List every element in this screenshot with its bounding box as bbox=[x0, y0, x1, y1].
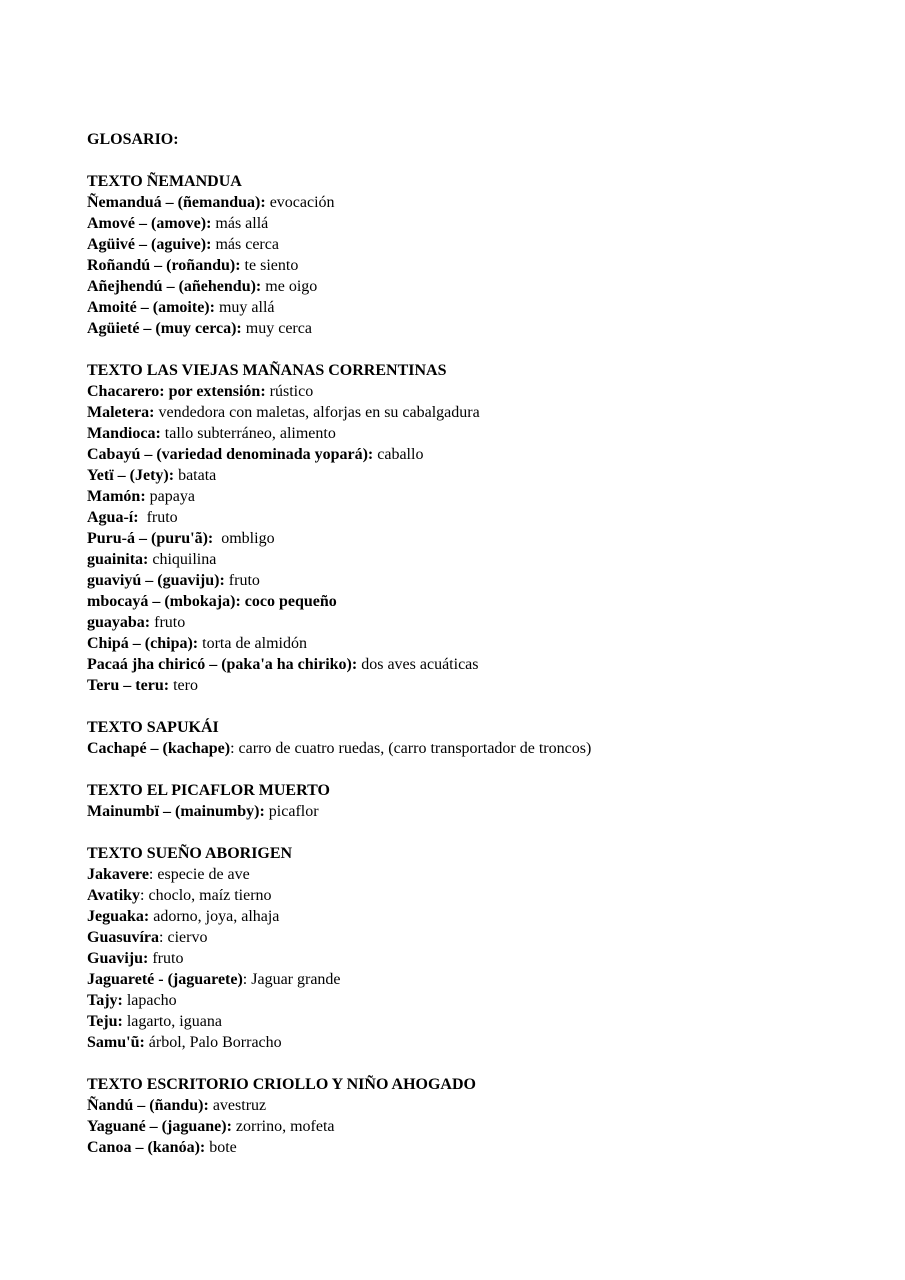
section-nemandua bbox=[87, 171, 877, 339]
glossary-entry: guainita: chiquilina bbox=[87, 551, 217, 568]
section-viejas-mananas-correntinas bbox=[87, 360, 877, 696]
glossary-entry: Chipá – (chipa): torta de almidón bbox=[87, 635, 307, 652]
section-heading: TEXTO EL PICAFLOR MUERTO bbox=[87, 782, 330, 799]
glossary-entry: Teju: lagarto, iguana bbox=[87, 1013, 222, 1030]
section-heading: TEXTO LAS VIEJAS MAÑANAS CORRENTINAS bbox=[87, 362, 447, 379]
glossary-entry: Añejhendú – (añehendu): me oigo bbox=[87, 278, 318, 295]
glossary-entry: Jeguaka: adorno, joya, alhaja bbox=[87, 908, 280, 925]
section-sueno-aborigen bbox=[87, 843, 877, 1053]
glossary-entry: Tajy: lapacho bbox=[87, 992, 177, 1009]
glossary-entry: Ñemanduá – (ñemandua): evocación bbox=[87, 194, 335, 211]
glossary-entry: Teru – teru: tero bbox=[87, 677, 198, 694]
glossary-entry: Jaguareté - (jaguarete): Jaguar grande bbox=[87, 971, 341, 988]
section-heading: TEXTO ÑEMANDUA bbox=[87, 173, 242, 190]
glossary-entry: Puru-á – (puru'ã): ombligo bbox=[87, 530, 275, 547]
glossary-entry: Maletera: vendedora con maletas, alforjas en su cabalgadura bbox=[87, 404, 480, 421]
glossary-entry: Pacaá jha chiricó – (paka'a ha chiriko): dos aves acuáticas bbox=[87, 656, 479, 673]
section-heading: TEXTO SAPUKÁI bbox=[87, 719, 219, 736]
glossary-page bbox=[87, 129, 877, 1158]
glossary-title: GLOSARIO: bbox=[87, 131, 179, 148]
section-picaflor-muerto bbox=[87, 780, 877, 822]
glossary-entry: Ñandú – (ñandu): avestruz bbox=[87, 1097, 267, 1114]
glossary-entry: Guasuvíra: ciervo bbox=[87, 929, 208, 946]
glossary-entry: guaviyú – (guaviju): fruto bbox=[87, 572, 260, 589]
glossary-entry: Mamón: papaya bbox=[87, 488, 195, 505]
section-heading: TEXTO SUEÑO ABORIGEN bbox=[87, 845, 293, 862]
glossary-entry: Canoa – (kanóa): bote bbox=[87, 1139, 237, 1156]
glossary-entry: Mandioca: tallo subterráneo, alimento bbox=[87, 425, 336, 442]
glossary-entry: Roñandú – (roñandu): te siento bbox=[87, 257, 299, 274]
glossary-entry: Cachapé – (kachape): carro de cuatro ruedas, (carro transportador de troncos) bbox=[87, 740, 592, 757]
glossary-entry: Jakavere: especie de ave bbox=[87, 866, 250, 883]
glossary-entry: Guaviju: fruto bbox=[87, 950, 184, 967]
glossary-entry: Mainumbï – (mainumby): picaflor bbox=[87, 803, 319, 820]
glossary-entry: Samu'ũ: árbol, Palo Borracho bbox=[87, 1034, 282, 1051]
glossary-entry: Agua-í: fruto bbox=[87, 509, 178, 526]
section-escritorio-criollo bbox=[87, 1074, 877, 1158]
glossary-entry: Cabayú – (variedad denominada yopará): caballo bbox=[87, 446, 424, 463]
glossary-entry: guayaba: fruto bbox=[87, 614, 186, 631]
glossary-entry: Yetï – (Jety): batata bbox=[87, 467, 217, 484]
glossary-entry: Amové – (amove): más allá bbox=[87, 215, 269, 232]
glossary-entry: Agüieté – (muy cerca): muy cerca bbox=[87, 320, 312, 337]
section-heading: TEXTO ESCRITORIO CRIOLLO Y NIÑO AHOGADO bbox=[87, 1076, 476, 1093]
glossary-entry: Agüivé – (aguive): más cerca bbox=[87, 236, 279, 253]
glossary-entry: Amoité – (amoite): muy allá bbox=[87, 299, 275, 316]
glossary-entry: Chacarero: por extensión: rústico bbox=[87, 383, 314, 400]
section-sapukai bbox=[87, 717, 877, 759]
glossary-entry: Yaguané – (jaguane): zorrino, mofeta bbox=[87, 1118, 335, 1135]
glossary-entry: mbocayá – (mbokaja): coco pequeño bbox=[87, 593, 337, 610]
glossary-entry: Avatiky: choclo, maíz tierno bbox=[87, 887, 272, 904]
